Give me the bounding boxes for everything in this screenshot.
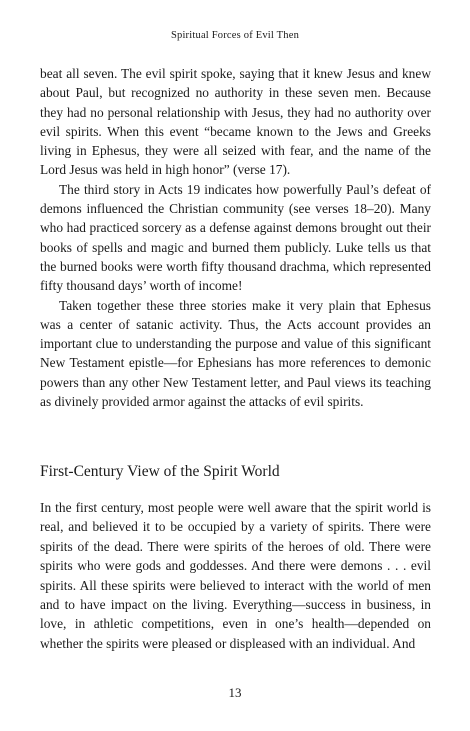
section-text [40,498,431,653]
section-heading: First-Century View of the Spirit World [40,463,280,480]
running-head: Spiritual Forces of Evil Then [170,30,300,41]
paragraph-third-story: The third story in Acts 19 indicates how powerfully Paul’s defeat of demons influenced the Christian community (see verses 18–20). Many who had practiced sorcery as a defense against demons brought out their books of spells and magic and burned them publicly. Luke tells us that the burned books were worth fifty thousand drachma, which represented fifty thousand days’ worth of income! [40,181,431,294]
paragraph-continuation: beat all seven. The evil spirit spoke, saying that it knew Jesus and knew about Paul, but recognized no authority in these seven men. Because they had no personal relationship with Jesus, they had no authority over evil spirits. When this event “became known to the Jews and Greeks living in Ephesus, they were all seized with fear, and the name of the Lord Jesus was held in high honor” (verse 17). [40,66,431,178]
body-text [40,64,431,411]
paragraph-conclusion: Taken together these three stories make it very plain that Ephesus was a center of satanic activity. Thus, the Acts account provides an important clue to understanding the purpose and value of this significant New Testament epistle—for Ephesians has more references to demonic powers than any other New Testament letter, and Paul views its teaching as divinely provided armor against the attacks of evil spirits. [40,297,431,410]
page-number: 13 [228,685,242,700]
paragraph-spirit-world: In the first century, most people were well aware that the spirit world is real, and believed it to be occupied by a variety of spirits. There were spirits of the dead. There were spirits of the heroes of old. There were spirits who were gods and goddesses. And there were demons . . . evil spirits. All these spirits were believed to interact with the world of men and to have impact on the living. Everything—success in business, in love, in athletic competitions, even in one’s health—depended on whether the spirits were pleased or displeased with an individual. And [40,500,431,651]
